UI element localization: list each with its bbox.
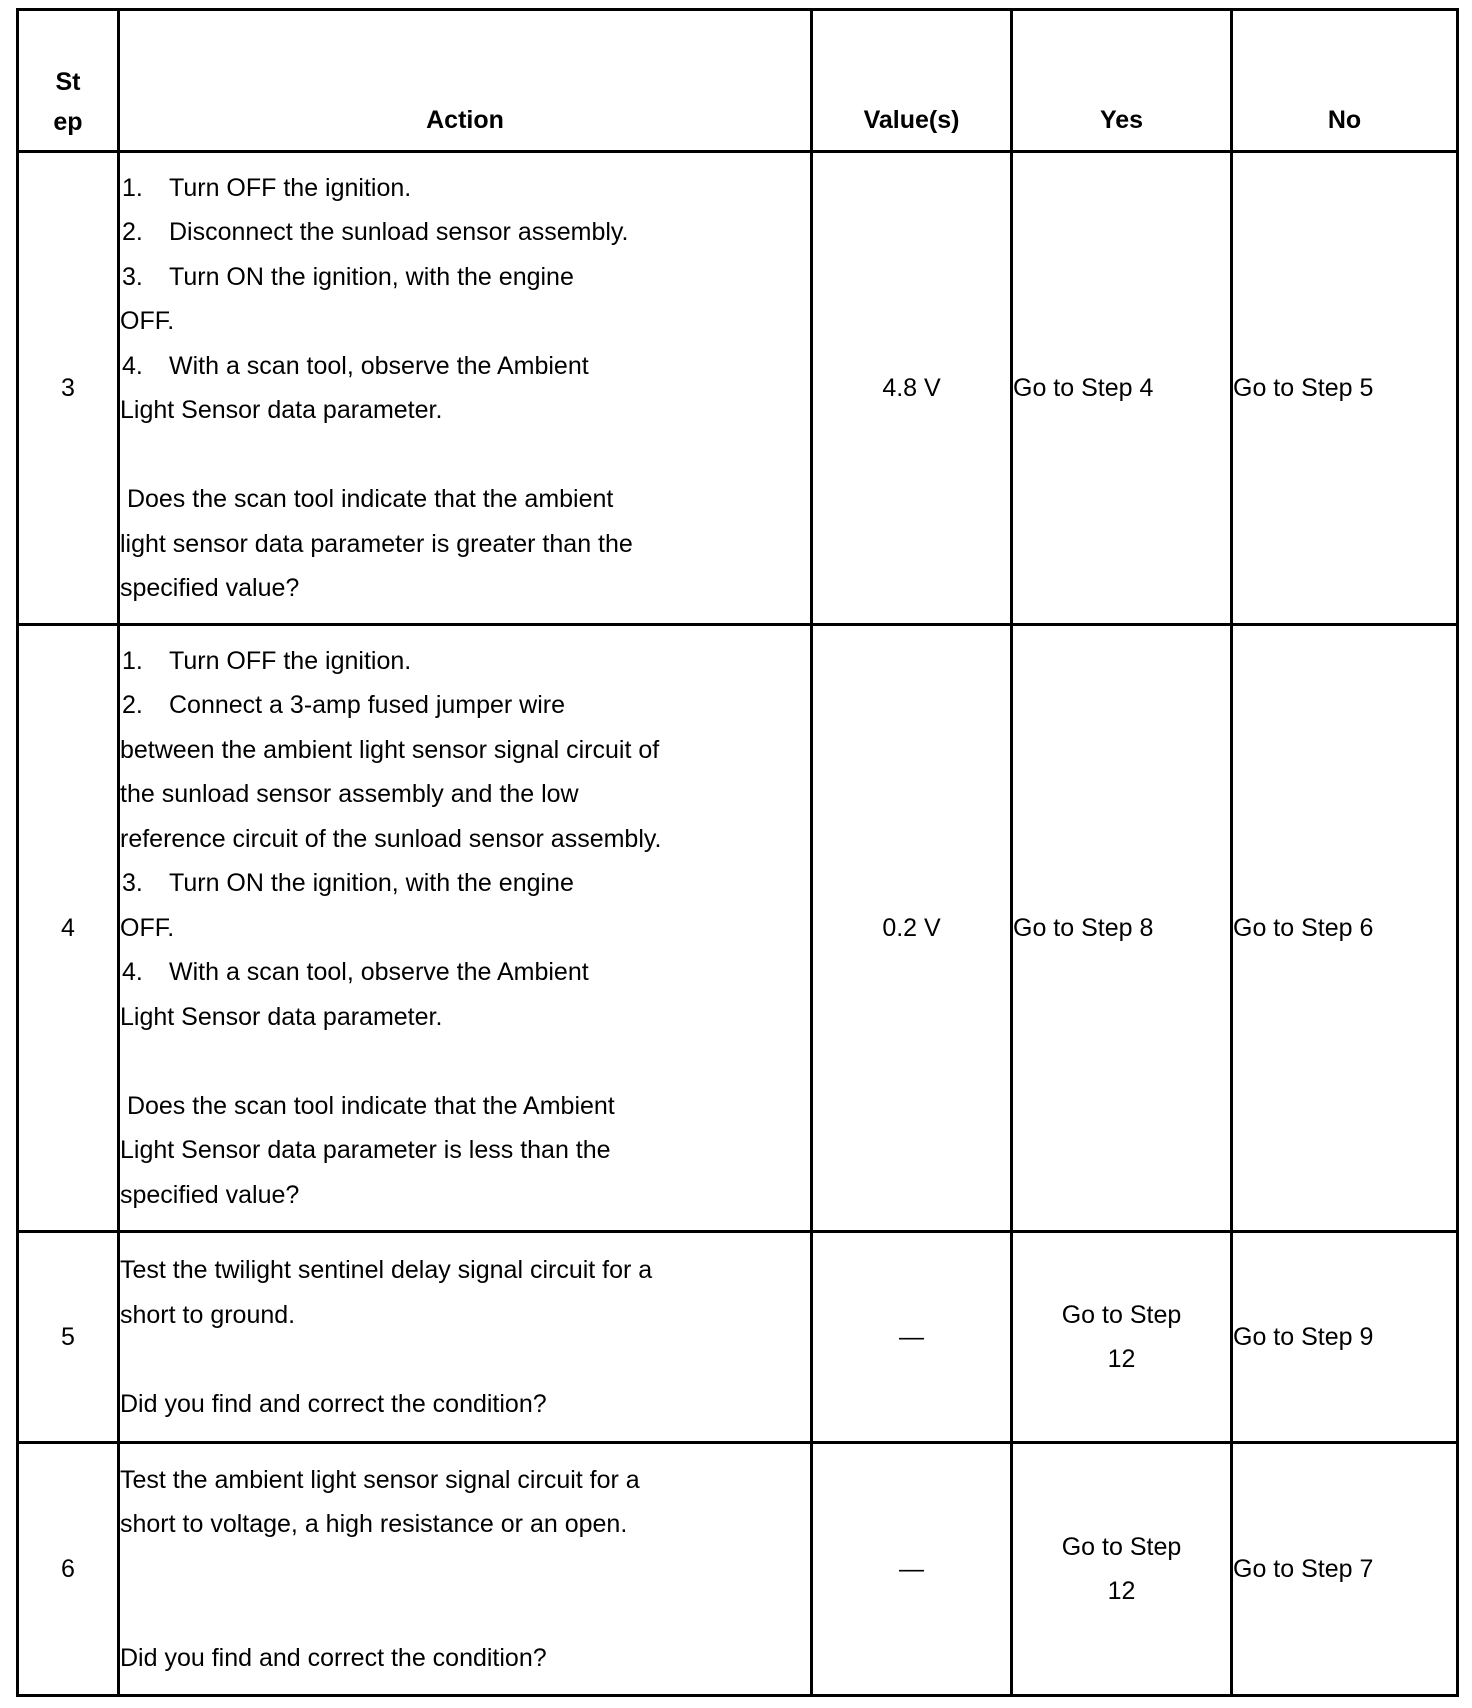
yes-text: Go to Step 4 <box>1013 373 1154 402</box>
action-cell <box>119 1443 812 1696</box>
action-item: 3. Turn ON the ignition, with the engine <box>122 869 574 898</box>
header-step-line-1: St <box>55 68 81 96</box>
action-question: Does the scan tool indicate that the ambient <box>120 485 614 513</box>
action-item: 3. Turn ON the ignition, with the engine <box>122 262 574 291</box>
action-question: Light Sensor data parameter is less than the <box>120 1136 611 1165</box>
header-step-line-2: ep <box>53 108 83 136</box>
action-text: short to voltage, a high resistance or an open. <box>120 1510 628 1539</box>
no-cell: Go to Step 9 <box>1232 1232 1458 1443</box>
value-cell: — <box>812 1232 1012 1443</box>
action-text: short to ground. <box>120 1300 296 1329</box>
header-yes: Yes <box>1012 10 1232 152</box>
action-item-continuation: Light Sensor data parameter. <box>120 1002 443 1031</box>
header-row <box>18 10 1458 152</box>
table-row <box>18 625 1458 1232</box>
value-cell: 0.2 V <box>812 625 1012 1232</box>
action-text: Test the twilight sentinel delay signal circuit for a <box>120 1256 653 1284</box>
step-number: 6 <box>18 1443 119 1696</box>
action-cell <box>119 152 812 625</box>
action-item-continuation: Light Sensor data parameter. <box>120 396 443 424</box>
table-row <box>18 1443 1458 1696</box>
table-row <box>18 1232 1458 1443</box>
yes-cell <box>1012 1232 1232 1443</box>
no-cell: Go to Step 7 <box>1232 1443 1458 1696</box>
yes-text: 12 <box>1107 1577 1136 1605</box>
yes-cell <box>1012 152 1232 625</box>
action-item-continuation: OFF. <box>120 307 175 335</box>
action-item: 1. Turn OFF the ignition. <box>122 646 412 675</box>
action-question: Did you find and correct the condition? <box>120 1643 547 1672</box>
yes-text: Go to Step <box>1061 1532 1182 1561</box>
action-cell <box>119 625 812 1232</box>
action-item-continuation: the sunload sensor assembly and the low <box>120 780 579 809</box>
yes-text: Go to Step <box>1061 1300 1182 1329</box>
action-item: 2. Disconnect the sunload sensor assembly. <box>122 218 629 246</box>
action-question: Did you find and correct the condition? <box>120 1389 547 1418</box>
value-cell: — <box>812 1443 1012 1696</box>
diagnostic-table-sheet <box>16 8 1456 1697</box>
action-cell <box>119 1232 812 1443</box>
header-values: Value(s) <box>812 10 1012 152</box>
header-no: No <box>1232 10 1458 152</box>
header-action: Action <box>119 10 812 152</box>
value-cell: 4.8 V <box>812 152 1012 625</box>
step-number: 3 <box>18 152 119 625</box>
action-item: 1. Turn OFF the ignition. <box>122 173 412 202</box>
action-question: Does the scan tool indicate that the Ambient <box>120 1091 615 1120</box>
yes-cell <box>1012 625 1232 1232</box>
action-item: 4. With a scan tool, observe the Ambient <box>122 351 589 380</box>
no-cell: Go to Step 5 <box>1232 152 1458 625</box>
table-row <box>18 152 1458 625</box>
action-item: 4. With a scan tool, observe the Ambient <box>122 958 589 987</box>
action-item: 2. Connect a 3-amp fused jumper wire <box>122 691 566 720</box>
step-number: 5 <box>18 1232 119 1443</box>
action-question: specified value? <box>120 574 300 602</box>
diagnostic-steps-table <box>16 8 1459 1697</box>
header-step <box>18 10 119 152</box>
yes-text: 12 <box>1107 1345 1136 1373</box>
yes-text: Go to Step 8 <box>1013 913 1154 942</box>
yes-cell <box>1012 1443 1232 1696</box>
action-item-continuation: OFF. <box>120 913 175 942</box>
action-text: Test the ambient light sensor signal circuit for a <box>120 1465 640 1494</box>
action-item-continuation: reference circuit of the sunload sensor assembly. <box>120 824 662 853</box>
action-question: light sensor data parameter is greater than the <box>120 529 633 558</box>
step-number: 4 <box>18 625 119 1232</box>
action-question: specified value? <box>120 1180 300 1209</box>
action-item-continuation: between the ambient light sensor signal circuit of <box>120 735 660 764</box>
no-cell: Go to Step 6 <box>1232 625 1458 1232</box>
